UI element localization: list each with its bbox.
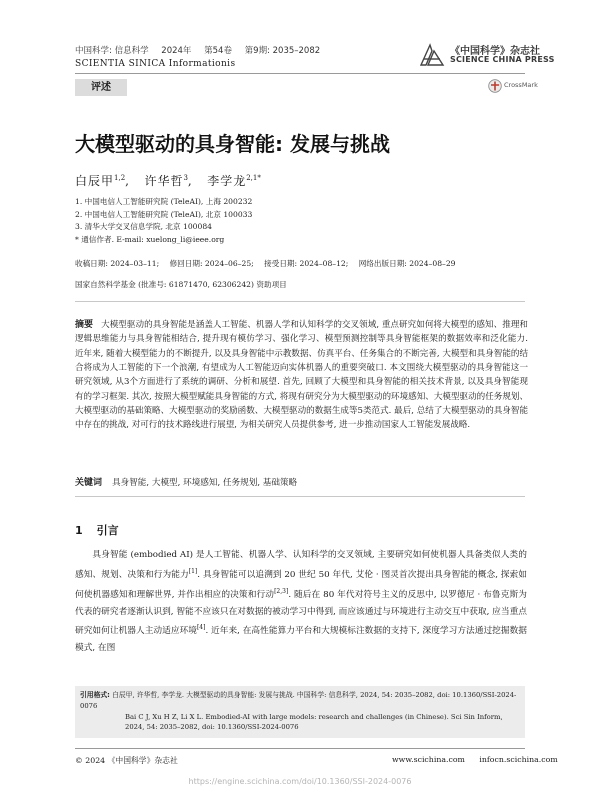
keywords-text: 具身智能, 大模型, 环境感知, 任务规划, 基础策略 — [112, 478, 298, 488]
citation-cn: 白辰甲, 许华哲, 李学龙. 大模型驱动的具身智能: 发展与挑战. 中国科学: 信息科学, 2024, 54: 2035–2082, doi: 10.1360/SSI-2024-0076 — [80, 691, 517, 710]
press-name-cn: 《中国科学》杂志社 — [450, 46, 540, 57]
citation-label: 引用格式: — [80, 691, 110, 699]
footer-divider — [75, 748, 525, 749]
author-affil-sup: 2,1* — [246, 174, 261, 182]
site-link[interactable]: www.scichina.com — [392, 755, 465, 764]
reference-link[interactable]: [1] — [188, 567, 198, 575]
author-name: 李学龙 — [207, 174, 247, 188]
press-name-en: SCIENCE CHINA PRESS — [450, 55, 555, 64]
section-heading — [75, 522, 133, 538]
doi-watermark[interactable]: https://engine.scichina.com/doi/10.1360/SSI-2024-0076 — [188, 777, 412, 786]
author-name: 许华哲 — [144, 174, 184, 188]
header-divider — [75, 73, 525, 74]
body-text — [75, 547, 527, 657]
journal-name-en: SCIENTIA SINICA Informationis — [75, 59, 236, 69]
affiliation-item: 1. 中国电信人工智能研究院 (TeleAI), 上海 200232 — [75, 197, 253, 206]
section-title: 引言 — [96, 524, 119, 537]
revised-date: 修回日期: 2024–06–25; — [169, 259, 254, 268]
author-affil-sup: 1,2 — [114, 174, 126, 182]
abstract — [75, 318, 528, 433]
author-affil-sup: 3 — [183, 174, 188, 182]
reference-link[interactable]: [2,3] — [274, 587, 289, 595]
citation-en: Bai C J, Xu H Z, Li X L. Embodied-AI with large models: research and challenges (in Chinese). Sci Sin Inform, 2024, 54: 2035–2082, doi: 10.1360/SSI-2024-0076 — [125, 712, 503, 732]
journal-issue: 第9期: 2035–2082 — [244, 46, 321, 56]
site-link[interactable]: infocn.scichina.com — [479, 755, 558, 764]
journal-header — [75, 44, 330, 56]
crossmark-label: CrossMark — [504, 81, 538, 89]
author-name: 白辰甲 — [75, 174, 115, 188]
received-date: 收稿日期: 2024–03–11; — [75, 259, 160, 268]
copyright: © 2024 《中国科学》杂志社 — [75, 756, 178, 765]
reference-link[interactable]: [4] — [196, 624, 206, 632]
citation-text — [80, 690, 520, 733]
journal-year: 2024年 — [161, 46, 192, 56]
crossmark-icon — [488, 79, 502, 93]
paragraph: 具身智能 (embodied AI) 是人工智能、机器人学、认知科学的交叉领域, 主要研究如何使机器人具备类似人类的感知、规划、决策和行为能力[1]. 具身智能可以追溯到 20 世纪 50 年代, 艾伦 · 图灵首次提出具身智能的概念, 探索如何使机器感知和理解世界, 并作出相应的决策和行动[2,3]. 随后在 80 年代对符号主义的反思中, 以罗德尼 · 布鲁克斯为代表的研究者逐渐认识到, 智能不应该只在对数据的被动学习中得到, 而应该通过与环境进行主动交互中获取, 应当重点研究如何让机器人主动适应环境[4]. 近年来, 在高性能算力平台和大规模标注数据的支持下, 深度学习方法通过挖掘数据模式, 在图 — [75, 550, 527, 654]
online-date: 网络出版日期: 2024–08–29 — [358, 259, 456, 268]
section-divider — [75, 496, 525, 497]
author-list: 白辰甲$^{1,2}$, 许华哲$^3$, 李学龙$^{2,1*}$ — [75, 174, 261, 188]
accepted-date: 接受日期: 2024–08–12; — [264, 259, 349, 268]
affiliation-item: 3. 清华大学交叉信息学院, 北京 100084 — [75, 222, 213, 231]
abstract-label: 摘要 — [75, 320, 94, 330]
article-title: 大模型驱动的具身智能: 发展与挑战 — [75, 132, 390, 156]
section-number: 1 — [75, 524, 83, 537]
keywords-label: 关键词 — [75, 478, 103, 488]
journal-name-cn: 中国科学: 信息科学 — [75, 46, 149, 56]
section-divider — [75, 301, 525, 302]
affiliations — [75, 196, 252, 246]
crossmark-badge[interactable] — [488, 76, 538, 102]
article-dates — [75, 258, 464, 269]
journal-volume: 第54卷 — [204, 46, 232, 56]
abstract-text: 大模型驱动的具身智能是涵盖人工智能、机器人学和认知科学的交叉领域, 重点研究如何将大模型的感知、推理和逻辑思维能力与具身智能相结合, 提升现有模仿学习、强化学习、模型预测控制等具身智能框架的数据效率和泛化能力. 近年来, 随着大模型能力的不断提升, 以及具身智能中示教数据、仿真平台、任务集合的不断完善, 大模型和具身智能的结合将成为人工智能的下一个浪潮, 有望成为人工智能迈向实体机器人的重要突破口. 本文围绕大模型驱动的具身智能这一研究领域, 从3个方面进行了系统的调研、分析和展望. 首先, 回顾了大模型和具身智能的相关技术背景, 以及具身智能现有的学习框架. 其次, 按照大模型赋能具身智能的方式, 将现有研究分为大模型驱动的环境感知、大模型驱动的任务规划、大模型驱动的基础策略、大模型驱动的奖励函数、大模型驱动的数据生成等5类范式. 最后, 总结了大模型驱动的具身智能中存在的挑战, 对可行的技术路线进行展望, 为相关研究人员提供参考, 进一步推动国家人工智能发展战略. — [75, 320, 528, 431]
article-type-badge: 评述 — [75, 79, 127, 96]
press-logo-icon — [418, 41, 446, 69]
keywords — [75, 475, 525, 488]
affiliation-item: 2. 中国电信人工智能研究院 (TeleAI), 北京 100033 — [75, 209, 253, 219]
corresponding-author: * 通信作者. E-mail: xuelong_li@ieee.org — [75, 234, 225, 244]
funding-info: 国家自然科学基金 (批准号: 61871470, 62306242) 资助项目 — [75, 280, 287, 289]
footer-links — [380, 755, 558, 764]
